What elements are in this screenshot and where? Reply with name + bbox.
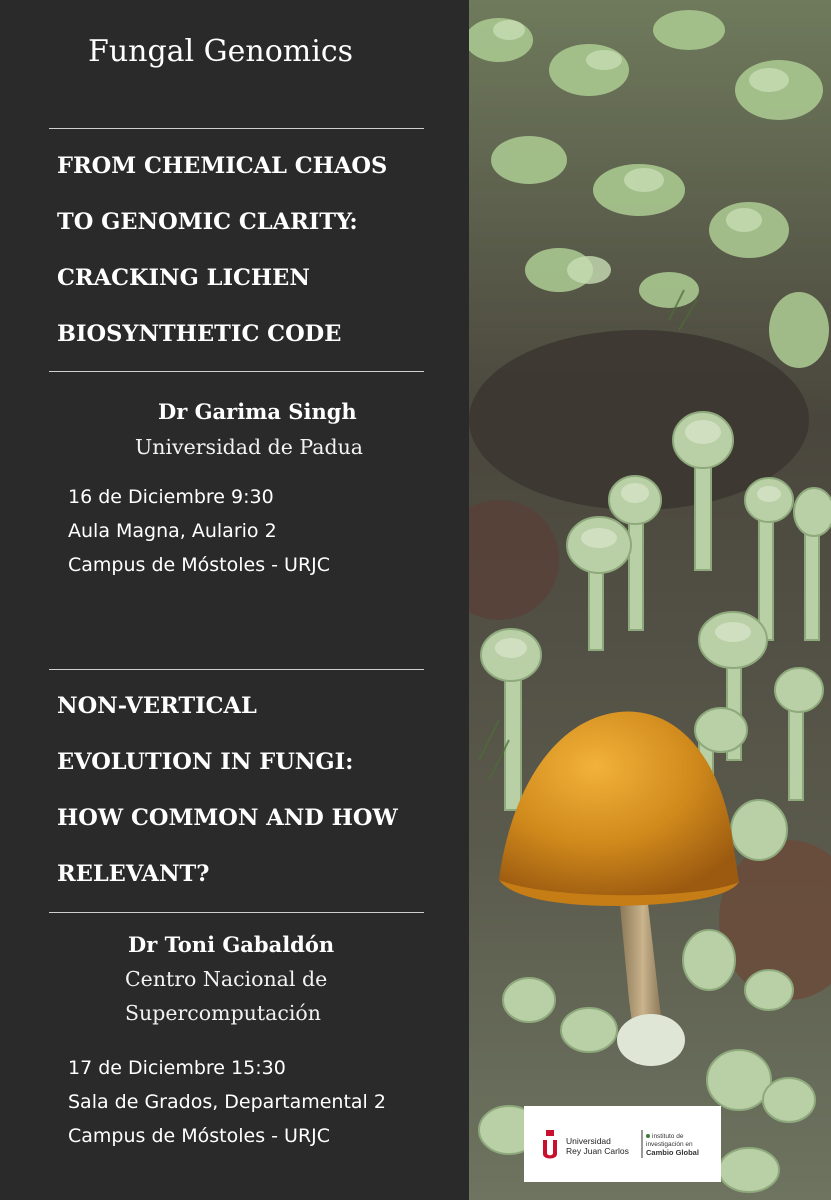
divider: [49, 128, 424, 129]
talk-2-room: Sala de Grados, Departamental 2: [68, 1091, 386, 1113]
divider: [49, 669, 424, 670]
urjc-name-line1: Universidad: [566, 1136, 611, 1146]
talk-1-campus: Campus de Móstoles - URJC: [68, 554, 331, 576]
iicg-name-line2: investigación en: [646, 1141, 693, 1148]
talk-1-date-time: 16 de Diciembre 9:30: [68, 486, 274, 508]
urjc-logo-icon: [543, 1130, 557, 1159]
talk-2-title: NON-VERTICAL EVOLUTION IN FUNGI: HOW COMMON AND HOW RELEVANT?: [57, 693, 398, 887]
talk-1-room: Aula Magna, Aulario 2: [68, 520, 277, 542]
institution-logos: [524, 1106, 721, 1182]
talk-1-speaker: Dr Garima Singh: [158, 399, 357, 424]
series-title: Fungal Genomics: [88, 34, 354, 69]
talk-2-details: [68, 1051, 386, 1153]
talk-2-date-time: 17 de Diciembre 15:30: [68, 1057, 286, 1079]
talk-2-affiliation: Centro Nacional de Supercomputación: [125, 967, 328, 1025]
talk-1-title: FROM CHEMICAL CHAOS TO GENOMIC CLARITY: CRACKING LICHEN BIOSYNTHETIC CODE: [57, 153, 388, 347]
talk-2-speaker: Dr Toni Gabaldón: [128, 932, 335, 957]
divider: [49, 912, 424, 913]
logos-graphic: [524, 1106, 721, 1182]
talk-2-campus: Campus de Móstoles - URJC: [68, 1125, 331, 1147]
lichen-mushroom-photo: [469, 0, 831, 1200]
divider: [49, 371, 424, 372]
iicg-leaf-icon: [646, 1134, 650, 1138]
urjc-name-line2: Rey Juan Carlos: [566, 1146, 629, 1156]
talk-1-affiliation: Universidad de Padua: [135, 435, 364, 459]
talk-1-details: [68, 480, 330, 582]
iicg-name-line3: Cambio Global: [646, 1148, 699, 1157]
iicg-name-line1: instituto de: [652, 1133, 684, 1140]
